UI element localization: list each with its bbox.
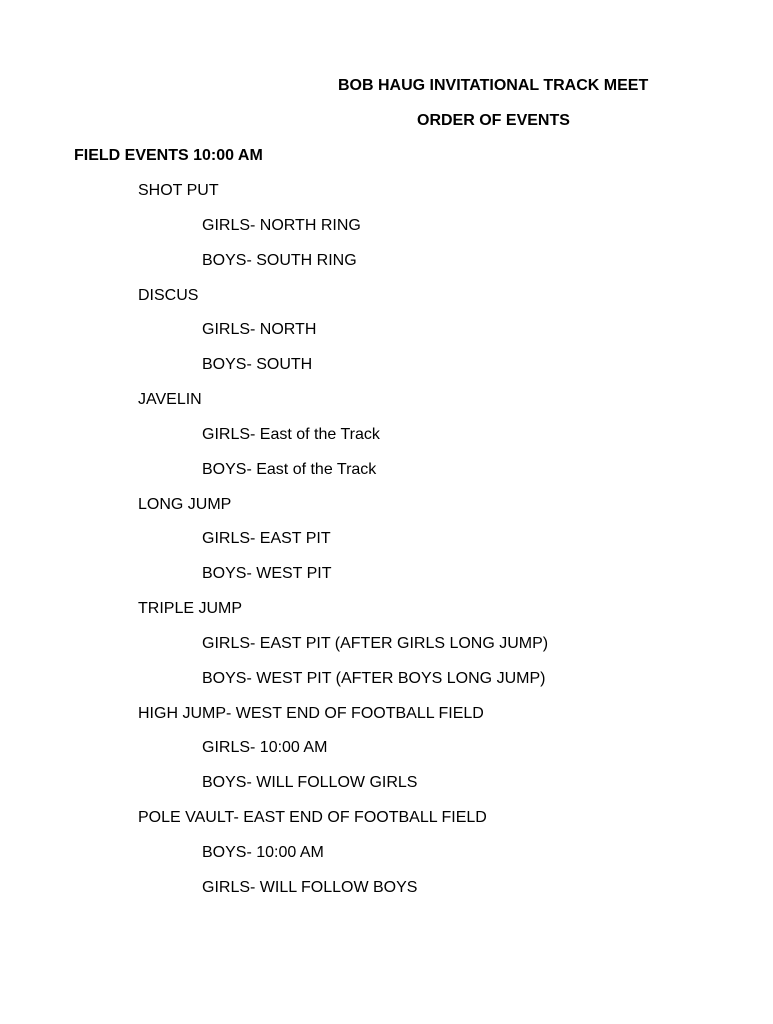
event-detail: GIRLS- NORTH RING bbox=[202, 217, 361, 234]
event-detail: BOYS- 10:00 AM bbox=[202, 844, 324, 861]
event-detail: GIRLS- East of the Track bbox=[202, 426, 380, 443]
event-detail: GIRLS- WILL FOLLOW BOYS bbox=[202, 879, 418, 896]
event-name: HIGH JUMP- WEST END OF FOOTBALL FIELD bbox=[138, 705, 484, 722]
document-title: BOB HAUG INVITATIONAL TRACK MEET bbox=[338, 77, 649, 94]
event-detail: GIRLS- 10:00 AM bbox=[202, 739, 328, 756]
event-name: SHOT PUT bbox=[138, 182, 219, 199]
event-detail: GIRLS- NORTH bbox=[202, 321, 317, 338]
document-subtitle: ORDER OF EVENTS bbox=[417, 112, 570, 129]
event-detail: GIRLS- EAST PIT (AFTER GIRLS LONG JUMP) bbox=[202, 635, 549, 652]
event-detail: BOYS- WILL FOLLOW GIRLS bbox=[202, 774, 418, 791]
event-detail: BOYS- SOUTH bbox=[202, 356, 313, 373]
event-detail: BOYS- WEST PIT (AFTER BOYS LONG JUMP) bbox=[202, 670, 546, 687]
event-name: LONG JUMP bbox=[138, 496, 232, 513]
section-heading: FIELD EVENTS 10:00 AM bbox=[74, 147, 263, 164]
event-name: POLE VAULT- EAST END OF FOOTBALL FIELD bbox=[138, 809, 487, 826]
event-name: TRIPLE JUMP bbox=[138, 600, 243, 617]
event-detail: GIRLS- EAST PIT bbox=[202, 530, 331, 547]
event-name: DISCUS bbox=[138, 287, 199, 304]
event-detail: BOYS- WEST PIT bbox=[202, 565, 332, 582]
event-detail: BOYS- SOUTH RING bbox=[202, 252, 357, 269]
event-detail: BOYS- East of the Track bbox=[202, 461, 377, 478]
event-name: JAVELIN bbox=[138, 391, 202, 408]
